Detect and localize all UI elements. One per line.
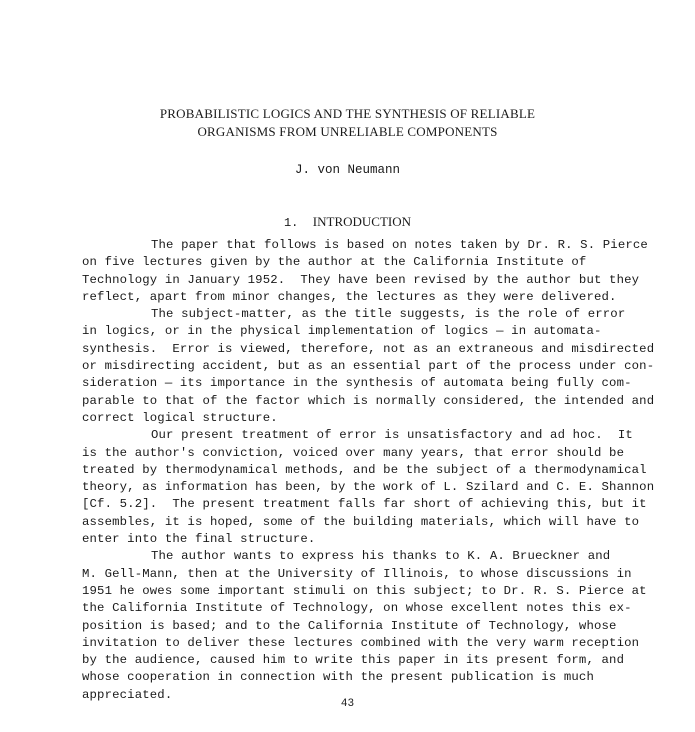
paragraph-line: parable to that of the factor which is normally considered, the intended and xyxy=(82,393,655,408)
paragraph-line: whose cooperation in connection with the present publication is much xyxy=(82,670,594,685)
paragraph xyxy=(82,548,647,704)
paragraph-line: enter into the final structure. xyxy=(82,532,316,547)
paragraph-line: The author wants to express his thanks to K. A. Brueckner and xyxy=(151,549,611,564)
paragraph-line: or misdirecting accident, but as an essential part of the process under con- xyxy=(82,359,655,374)
paragraph-line: the California Institute of Technology, on whose excellent notes this ex- xyxy=(82,601,632,616)
page-number: 43 xyxy=(340,698,355,710)
section-number: 1. xyxy=(283,216,299,230)
paragraph-line: [Cf. 5.2]. The present treatment falls far short of achieving this, but it xyxy=(82,497,647,512)
paragraph-line: 1951 he owes some important stimuli on this subject; to Dr. R. S. Pierce at xyxy=(82,583,647,598)
paragraph-line: appreciated. xyxy=(82,687,173,702)
title-line-2: ORGANISMS FROM UNRELIABLE COMPONENTS xyxy=(197,124,498,139)
paragraph-line: position is based; and to the California Institute of Technology, whose xyxy=(82,618,617,633)
body-text xyxy=(82,237,655,704)
paragraph-line: reflect, apart from minor changes, the lectures as they were delivered. xyxy=(82,289,617,304)
paragraph-line: The subject-matter, as the title suggests, is the role of error xyxy=(151,307,626,322)
title-line-1: PROBABILISTIC LOGICS AND THE SYNTHESIS OF RELIABLE xyxy=(159,106,536,121)
paragraph xyxy=(82,306,655,427)
paragraph xyxy=(82,237,648,306)
paragraph-line: theory, as information has been, by the work of L. Szilard and C. E. Shannon xyxy=(82,480,655,495)
paragraph-line: Technology in January 1952. They have been revised by the author but they xyxy=(82,272,640,287)
paragraph-line: assembles, it is hoped, some of the building materials, which will have to xyxy=(82,514,640,529)
paragraph-line: The paper that follows is based on notes taken by Dr. R. S. Pierce xyxy=(151,238,648,252)
paragraph-line: M. Gell-Mann, then at the University of Illinois, to whose discussions in xyxy=(82,566,632,581)
paragraph-line: is the author's conviction, voiced over many years, that error should be xyxy=(82,445,625,460)
paragraph-line: treated by thermodynamical methods, and be the subject of a thermodynamical xyxy=(82,462,647,477)
paragraph xyxy=(82,427,655,548)
paragraph-line: in logics, or in the physical implementation of logics — in automata- xyxy=(82,324,602,339)
paragraph-line: Our present treatment of error is unsatisfactory and ad hoc. It xyxy=(151,428,633,443)
section-heading xyxy=(0,214,695,230)
paragraph-line: invitation to deliver these lectures combined with the very warm reception xyxy=(82,635,640,650)
paragraph-line: correct logical structure. xyxy=(82,410,278,425)
paragraph-line: on five lectures given by the author at the California Institute of xyxy=(82,255,587,270)
author-name: J. von Neumann xyxy=(294,163,401,177)
paragraph-line: synthesis. Error is viewed, therefore, not as an extraneous and misdirected xyxy=(82,341,655,356)
paragraph-line: by the audience, caused him to write this paper in its present form, and xyxy=(82,653,625,668)
paragraph-line: sideration — its importance in the synthesis of automata being fully com- xyxy=(82,376,632,391)
section-title: INTRODUCTION xyxy=(312,214,412,229)
